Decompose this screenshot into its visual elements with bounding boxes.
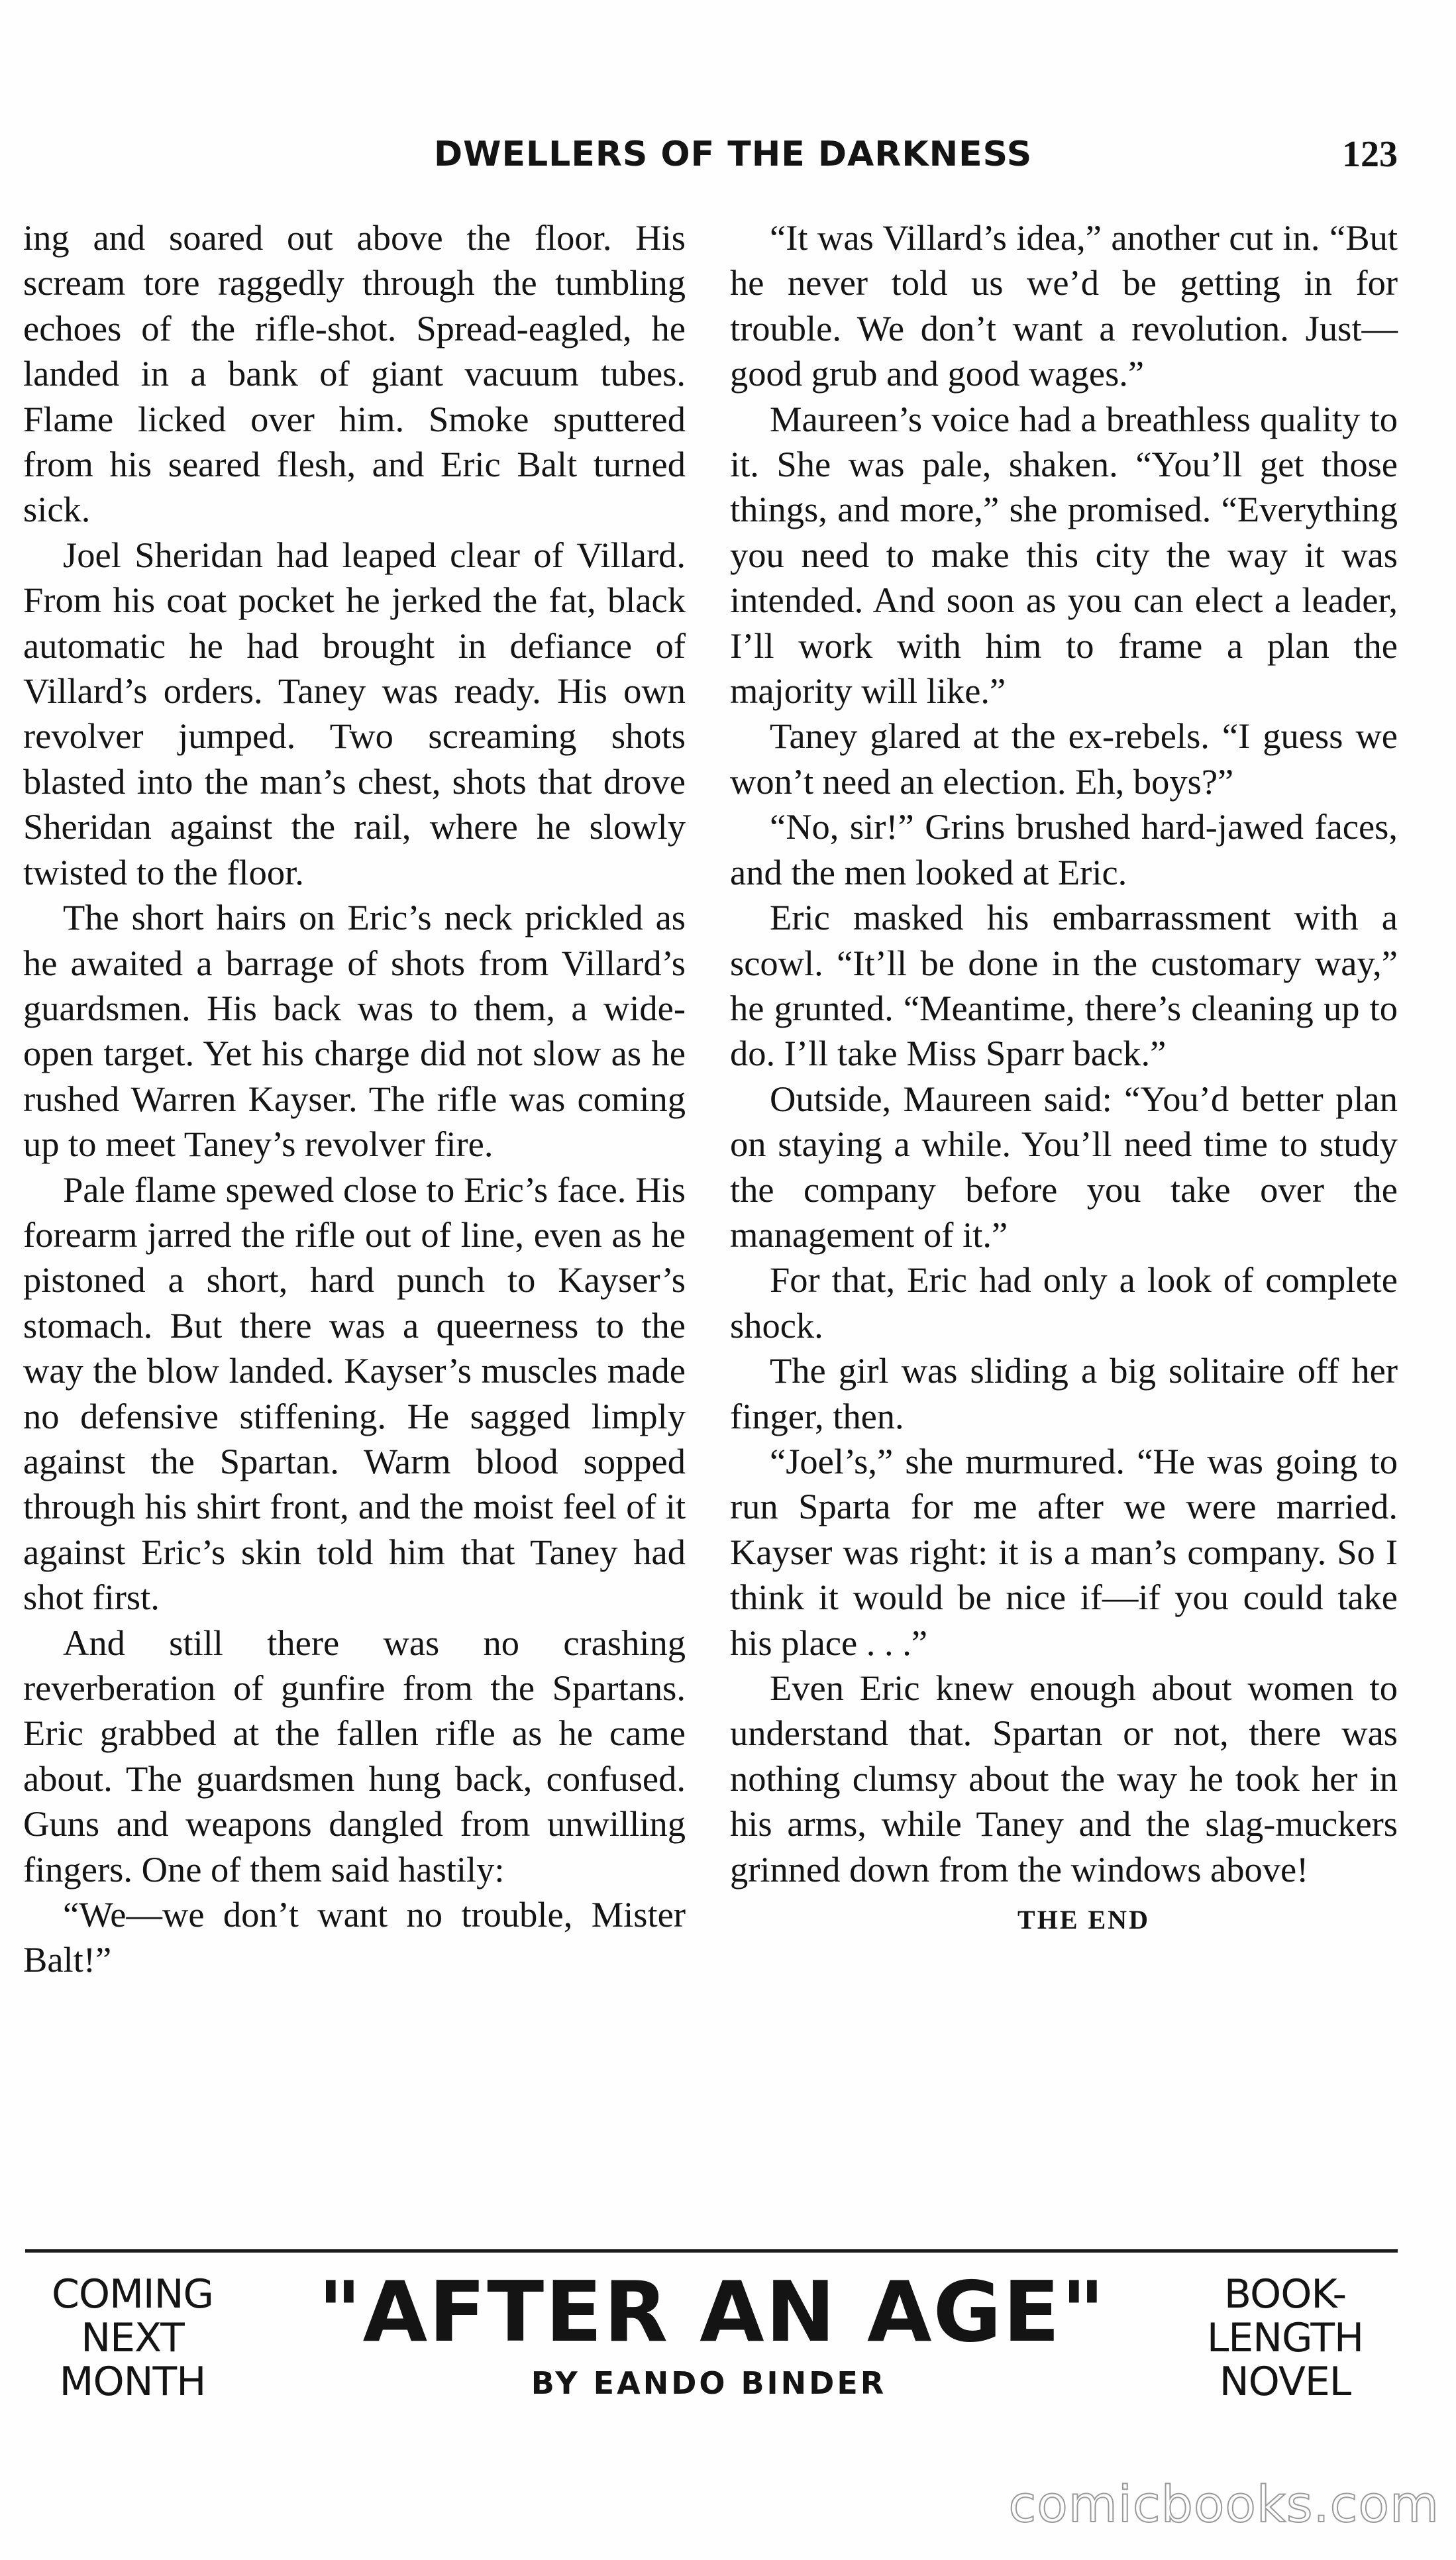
right-column [730,215,1398,1943]
paragraph: Joel Sheridan had leaped clear of Villard. From his coat pocket he jerked the fat, black automatic he had brought in defiance of Villard’s orders. Taney was ready. His own revolver jumped. Two screaming shots blasted into the man’s chest, shots that drove Sheridan against the rail, where he slowly twisted to the floor. [23,534,686,892]
paragraph: Taney glared at the ex-rebels. “I guess we won’t need an election. Eh, boys?” [730,716,1398,802]
ad-title: "AFTER AN AGE" [318,2263,1106,2361]
running-title: DWELLERS OF THE DARKNESS [434,134,1033,174]
paragraph: ing and soared out above the floor. His scream tore raggedly through the tumbling echoes of the rifle-shot. Spread-eagled, he landed in a bank of giant vacuum tubes. Flame licked over him. Smoke sputtered from his seared flesh, and Eric Balt turned sick. [23,217,686,530]
paragraph: The girl was sliding a big solitaire off her finger, then. [730,1350,1398,1436]
paragraph: Eric masked his embarrassment with a scowl. “It’ll be done in the customary way,” he grunted. “Meantime, there’s cleaning up to do. I’ll take Miss Sparr back.” [730,897,1398,1074]
ad-left-line: MONTH [59,2359,206,2405]
page-number: 123 [1342,134,1398,175]
ad-right-line: BOOK- [1223,2271,1347,2318]
paragraph: Outside, Maureen said: “You’d better plan on staying a while. You’ll need time to study the company before you take over the management of it.” [730,1078,1398,1255]
ad-left-line: COMING [52,2271,213,2318]
paragraph: Pale flame spewed close to Eric’s face. His forearm jarred the rifle out of line, even as he pistoned a short, hard punch to Kayser’s stomach. But there was a queerness to the way the blow landed. Kayser’s muscles made no defensive stiffening. He sagged limply against the Spartan. Warm blood sopped through his shirt front, and the moist feel of it against Eric’s skin told him that Taney had shot first. [23,1169,686,1618]
ad-book-length-novel [1172,2272,1398,2404]
paragraph: “No, sir!” Grins brushed hard-jawed faces, and the men looked at Eric. [730,806,1398,892]
site-watermark: comicbooks.com [1008,2475,1439,2533]
ad-right-line: LENGTH [1206,2315,1364,2361]
paragraph: For that, Eric had only a look of complete shock. [730,1259,1398,1346]
page-header [23,131,1398,178]
ad-left-line: NEXT [81,2315,184,2361]
paragraph: “Joel’s,” she murmured. “He was going to run Sparta for me after we were married. Kayser was right: it is a man’s company. So I think it would be nice if—if you could take his place . . .” [730,1440,1398,1663]
paragraph: The short hairs on Eric’s neck prickled as he awaited a barrage of shots from Villard’s guardsmen. His back was to them, a wide-open target. Yet his charge did not slow as he rushed Warren Kayser. The rifle was coming up to meet Taney’s revolver fire. [23,897,686,1165]
paragraph: Even Eric knew enough about women to understand that. Spartan or not, there was nothing clumsy about the way he took her in his arms, while Taney and the slag-muckers grinned down from the windows above! [730,1668,1398,1890]
paragraph: Maureen’s voice had a breathless quality to it. She was pale, shaken. “You’ll get those things, and more,” she promised. “Everything you need to make this city the way it was intended. And soon as you can elect a leader, I’ll work with him to frame a plan the majority will like.” [730,398,1398,712]
the-end-mark: THE END [1017,1905,1150,1935]
ad-right-line: NOVEL [1219,2359,1351,2405]
paragraph: “We—we don’t want no trouble, Mister Balt!” [23,1894,686,1980]
ad-coming-next-month [26,2272,238,2404]
paragraph: “It was Villard’s idea,” another cut in. “But he never told us we’d be getting in for trouble. We don’t want a revolution. Just—good grub and good wages.” [730,217,1398,394]
left-column [23,215,686,1983]
ad-byline: BY EANDO BINDER [531,2365,887,2401]
divider-rule [25,2249,1398,2253]
paragraph: And still there was no crashing reverberation of gunfire from the Spartans. Eric grabbed at the fallen rifle as he came about. The guardsmen hung back, confused. Guns and weapons dangled from unwilling fingers. One of them said hastily: [23,1622,686,1890]
